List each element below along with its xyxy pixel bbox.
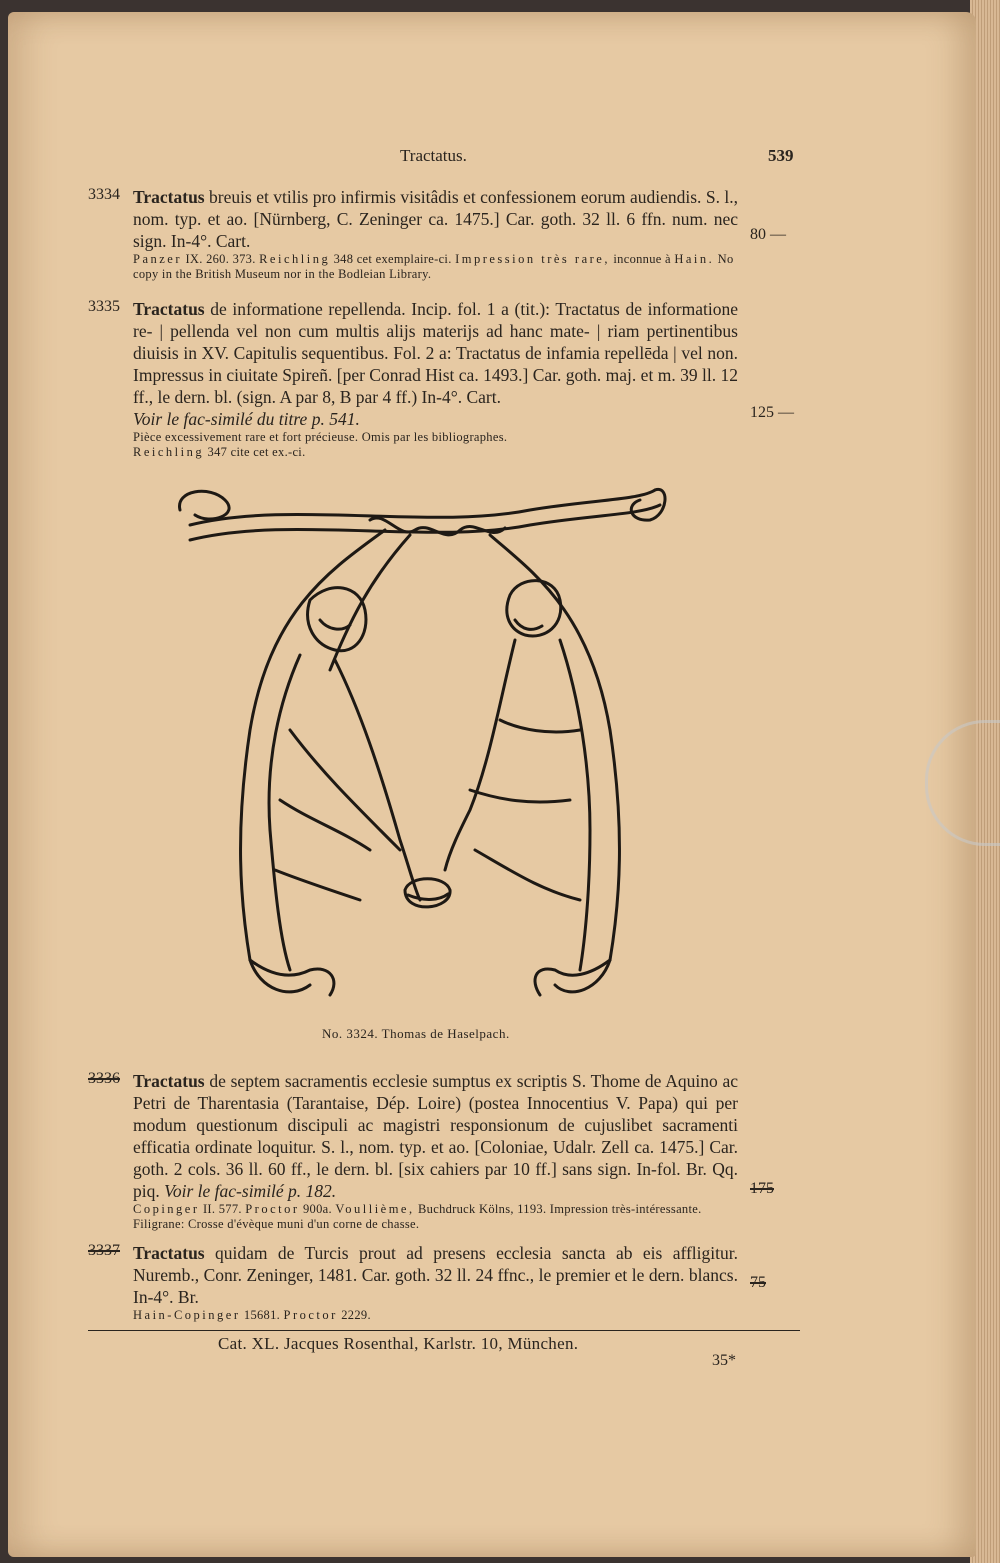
ref-text: 347 cite cet ex.-ci. [204, 445, 306, 459]
page-number: 539 [768, 146, 794, 165]
entry-price: 125 — [750, 404, 794, 421]
entry-title: Tractatus [133, 187, 205, 207]
figure-caption: No. 3324. Thomas de Haselpach. [322, 1026, 510, 1041]
ref-author: Panzer [133, 252, 183, 266]
catalogue-entry-3336 [88, 1070, 738, 1232]
entry-text: de septem sacramentis ecclesie sumptus ex scriptis S. Thome de Aquino ac Petri de Tharentasia (Tarantaise, Dép. Loire) (postea Innocentius V. Papa) qui per modum questionum discipuli ac magistri responsionum de cujuslibet sacramenti efficatia ordinate loquitur. S. l., nom. typ. et ao. [Coloniae, Udalr. Zell ca. 1475.] Car. goth. 2 cols. 36 ll. 60 ff., le dern. bl. [six cahiers par 10 ff.] sans sign. In-fol. Br. Qq. piq. [133, 1071, 738, 1201]
ref-emphasis: Impression très rare, [455, 252, 610, 266]
ref-text: Buchdruck Kölns, 1193. Impression très-intéressante. Filigrane: Crosse d'évèque muni d'un corne de chasse. [133, 1202, 702, 1231]
entry-number: 3337 [88, 1242, 120, 1259]
entry-number: 3336 [88, 1070, 120, 1087]
entry-text: de informatione repellenda. Incip. fol. 1 a (tit.): Tractatus de informatione re- | pellenda vel non cum multis alijs materijs ad hanc mate- | riam pertinentibus diuisis in XV. Capitulis sequentibus. Fol. 2 a: Tractatus de infamia repellēda | vel non. Impressus in ciuitate Spireñ. [per Conrad Hist ca. 1493.] Car. goth. maj. et m. 39 ll. 12 ff., le dern. bl. (sign. A par 8, B par 4 ff.) In-4°. Cart. [133, 299, 738, 407]
ref-author: Hain-Copinger [133, 1308, 241, 1322]
entry-title: Tractatus [133, 1243, 205, 1263]
ref-author: Hain. [674, 252, 715, 266]
entry-price: 175 [750, 1180, 774, 1197]
catalogue-footer: Cat. XL. Jacques Rosenthal, Karlstr. 10, München. [218, 1334, 579, 1353]
entry-description [133, 298, 738, 408]
woodcut-initial-illustration [170, 470, 670, 1010]
ref-author: Proctor [283, 1308, 338, 1322]
entry-references [133, 445, 738, 460]
ref-author: Proctor [245, 1202, 300, 1216]
ref-text: II. 577. [199, 1202, 246, 1216]
page-header [0, 146, 1000, 170]
ref-author: Copinger [133, 1202, 200, 1216]
facsimile-note: Voir le fac-similé p. 182. [164, 1181, 337, 1201]
entry-note: Pièce excessivement rare et fort précieuse. Omis par les bibliographes. [133, 430, 508, 444]
running-title: Tractatus. [400, 146, 467, 165]
entry-text: breuis et vtilis pro infirmis visitâdis et confessionem eorum audiendis. S. l., nom. typ. et ao. [Nürnberg, C. Zeninger ca. 1475.] Car. goth. 32 ll. 6 ffn. num. nec sign. In-4°. Cart. [133, 187, 738, 251]
entry-references [133, 1308, 738, 1323]
ref-author: Reichling [133, 445, 205, 459]
ref-text: 348 cet exemplaire-ci. [330, 252, 456, 266]
entry-references [133, 252, 738, 282]
facsimile-note: Voir le fac-similé du titre p. 541. [133, 409, 360, 429]
entry-title: Tractatus [133, 1071, 205, 1091]
entry-references [133, 1202, 738, 1232]
footer-rule [88, 1330, 800, 1331]
entry-price: 75 [750, 1274, 766, 1291]
ref-text: 2229. [337, 1308, 371, 1322]
catalogue-entry-3337 [88, 1242, 738, 1323]
ref-text: inconnue à [609, 252, 675, 266]
catalogue-entry-3334 [88, 186, 738, 282]
entry-title: Tractatus [133, 299, 205, 319]
ref-text: 900a. [299, 1202, 336, 1216]
entry-description [133, 186, 738, 252]
ref-author: Voullième, [335, 1202, 415, 1216]
entry-description [133, 1070, 738, 1202]
entry-number: 3334 [88, 186, 120, 203]
ref-text: 15681. [240, 1308, 284, 1322]
catalogue-entry-3335 [88, 298, 738, 460]
ref-text: IX. 260. 373. [182, 252, 260, 266]
sheet-signature: 35* [712, 1352, 736, 1369]
entry-description [133, 1242, 738, 1308]
ref-author: Reichling [259, 252, 331, 266]
entry-number: 3335 [88, 298, 120, 315]
entry-text: quidam de Turcis prout ad presens ecclesia sancta ab eis affligitur. Nuremb., Conr. Zeninger, 1481. Car. goth. 32 ll. 24 ffnc., le premier et le dern. blancs. In-4°. Br. [133, 1243, 738, 1307]
entry-price: 80 — [750, 226, 786, 243]
ref-text: No copy in the British Museum nor in the Bodleian Library. [133, 252, 734, 281]
